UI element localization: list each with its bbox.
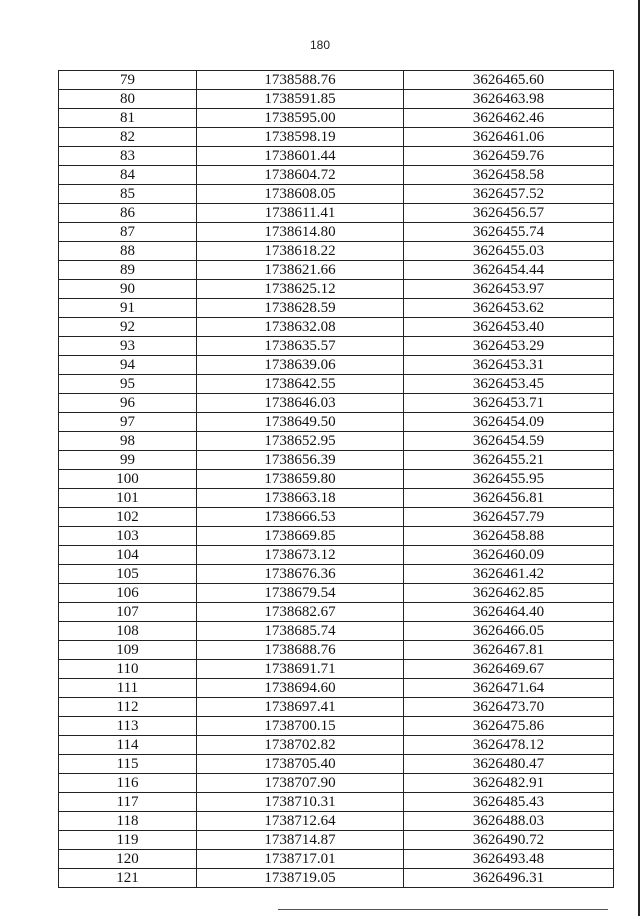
table-row <box>59 299 614 318</box>
x-coordinate-cell: 1738663.18 <box>197 489 404 508</box>
y-coordinate-cell: 3626453.29 <box>404 337 614 356</box>
y-coordinate-cell: 3626453.40 <box>404 318 614 337</box>
table-row <box>59 432 614 451</box>
y-coordinate-cell: 3626453.97 <box>404 280 614 299</box>
x-coordinate-cell: 1738601.44 <box>197 147 404 166</box>
point-number-cell: 105 <box>59 565 197 584</box>
y-coordinate-cell: 3626456.81 <box>404 489 614 508</box>
x-coordinate-cell: 1738673.12 <box>197 546 404 565</box>
point-number-cell: 80 <box>59 90 197 109</box>
x-coordinate-cell: 1738646.03 <box>197 394 404 413</box>
x-coordinate-cell: 1738707.90 <box>197 774 404 793</box>
table-row <box>59 204 614 223</box>
point-number-cell: 106 <box>59 584 197 603</box>
x-coordinate-cell: 1738717.01 <box>197 850 404 869</box>
table-row <box>59 128 614 147</box>
y-coordinate-cell: 3626463.98 <box>404 90 614 109</box>
x-coordinate-cell: 1738694.60 <box>197 679 404 698</box>
table-row <box>59 413 614 432</box>
x-coordinate-cell: 1738604.72 <box>197 166 404 185</box>
point-number-cell: 83 <box>59 147 197 166</box>
x-coordinate-cell: 1738705.40 <box>197 755 404 774</box>
x-coordinate-cell: 1738714.87 <box>197 831 404 850</box>
y-coordinate-cell: 3626453.45 <box>404 375 614 394</box>
table-row <box>59 527 614 546</box>
y-coordinate-cell: 3626455.21 <box>404 451 614 470</box>
x-coordinate-cell: 1738608.05 <box>197 185 404 204</box>
point-number-cell: 97 <box>59 413 197 432</box>
x-coordinate-cell: 1738685.74 <box>197 622 404 641</box>
table-row <box>59 356 614 375</box>
point-number-cell: 110 <box>59 660 197 679</box>
y-coordinate-cell: 3626488.03 <box>404 812 614 831</box>
y-coordinate-cell: 3626493.48 <box>404 850 614 869</box>
x-coordinate-cell: 1738676.36 <box>197 565 404 584</box>
point-number-cell: 91 <box>59 299 197 318</box>
x-coordinate-cell: 1738611.41 <box>197 204 404 223</box>
table-row <box>59 185 614 204</box>
point-number-cell: 104 <box>59 546 197 565</box>
table-row <box>59 641 614 660</box>
point-number-cell: 86 <box>59 204 197 223</box>
y-coordinate-cell: 3626462.46 <box>404 109 614 128</box>
y-coordinate-cell: 3626453.31 <box>404 356 614 375</box>
table-row <box>59 147 614 166</box>
y-coordinate-cell: 3626478.12 <box>404 736 614 755</box>
x-coordinate-cell: 1738700.15 <box>197 717 404 736</box>
point-number-cell: 100 <box>59 470 197 489</box>
y-coordinate-cell: 3626455.95 <box>404 470 614 489</box>
table-row <box>59 755 614 774</box>
point-number-cell: 88 <box>59 242 197 261</box>
y-coordinate-cell: 3626457.79 <box>404 508 614 527</box>
y-coordinate-cell: 3626467.81 <box>404 641 614 660</box>
y-coordinate-cell: 3626496.31 <box>404 869 614 888</box>
x-coordinate-cell: 1738621.66 <box>197 261 404 280</box>
y-coordinate-cell: 3626464.40 <box>404 603 614 622</box>
table-row <box>59 717 614 736</box>
point-number-cell: 84 <box>59 166 197 185</box>
table-row <box>59 869 614 888</box>
x-coordinate-cell: 1738697.41 <box>197 698 404 717</box>
table-row <box>59 109 614 128</box>
point-number-cell: 109 <box>59 641 197 660</box>
y-coordinate-cell: 3626453.71 <box>404 394 614 413</box>
point-number-cell: 89 <box>59 261 197 280</box>
point-number-cell: 116 <box>59 774 197 793</box>
point-number-cell: 85 <box>59 185 197 204</box>
table-row <box>59 698 614 717</box>
x-coordinate-cell: 1738669.85 <box>197 527 404 546</box>
point-number-cell: 81 <box>59 109 197 128</box>
table-row <box>59 565 614 584</box>
x-coordinate-cell: 1738702.82 <box>197 736 404 755</box>
x-coordinate-cell: 1738614.80 <box>197 223 404 242</box>
x-coordinate-cell: 1738656.39 <box>197 451 404 470</box>
x-coordinate-cell: 1738595.00 <box>197 109 404 128</box>
table-row <box>59 812 614 831</box>
x-coordinate-cell: 1738632.08 <box>197 318 404 337</box>
table-row <box>59 736 614 755</box>
point-number-cell: 92 <box>59 318 197 337</box>
y-coordinate-cell: 3626458.88 <box>404 527 614 546</box>
y-coordinate-cell: 3626469.67 <box>404 660 614 679</box>
y-coordinate-cell: 3626459.76 <box>404 147 614 166</box>
table-row <box>59 850 614 869</box>
point-number-cell: 102 <box>59 508 197 527</box>
y-coordinate-cell: 3626482.91 <box>404 774 614 793</box>
x-coordinate-cell: 1738710.31 <box>197 793 404 812</box>
y-coordinate-cell: 3626455.74 <box>404 223 614 242</box>
point-number-cell: 112 <box>59 698 197 717</box>
table-row <box>59 470 614 489</box>
point-number-cell: 117 <box>59 793 197 812</box>
y-coordinate-cell: 3626460.09 <box>404 546 614 565</box>
point-number-cell: 82 <box>59 128 197 147</box>
table-row <box>59 451 614 470</box>
point-number-cell: 98 <box>59 432 197 451</box>
point-number-cell: 119 <box>59 831 197 850</box>
table-row <box>59 603 614 622</box>
point-number-cell: 108 <box>59 622 197 641</box>
y-coordinate-cell: 3626485.43 <box>404 793 614 812</box>
x-coordinate-cell: 1738628.59 <box>197 299 404 318</box>
point-number-cell: 95 <box>59 375 197 394</box>
point-number-cell: 90 <box>59 280 197 299</box>
x-coordinate-cell: 1738591.85 <box>197 90 404 109</box>
table-row <box>59 831 614 850</box>
y-coordinate-cell: 3626457.52 <box>404 185 614 204</box>
x-coordinate-cell: 1738691.71 <box>197 660 404 679</box>
table-row <box>59 375 614 394</box>
x-coordinate-cell: 1738588.76 <box>197 71 404 90</box>
y-coordinate-cell: 3626490.72 <box>404 831 614 850</box>
point-number-cell: 120 <box>59 850 197 869</box>
x-coordinate-cell: 1738679.54 <box>197 584 404 603</box>
point-number-cell: 121 <box>59 869 197 888</box>
y-coordinate-cell: 3626454.09 <box>404 413 614 432</box>
point-number-cell: 96 <box>59 394 197 413</box>
y-coordinate-cell: 3626456.57 <box>404 204 614 223</box>
x-coordinate-cell: 1738625.12 <box>197 280 404 299</box>
y-coordinate-cell: 3626454.59 <box>404 432 614 451</box>
table-row <box>59 394 614 413</box>
x-coordinate-cell: 1738598.19 <box>197 128 404 147</box>
table-row <box>59 679 614 698</box>
point-number-cell: 107 <box>59 603 197 622</box>
point-number-cell: 103 <box>59 527 197 546</box>
x-coordinate-cell: 1738659.80 <box>197 470 404 489</box>
table-row <box>59 71 614 90</box>
y-coordinate-cell: 3626473.70 <box>404 698 614 717</box>
x-coordinate-cell: 1738649.50 <box>197 413 404 432</box>
table-row <box>59 489 614 508</box>
coordinates-table <box>58 70 614 888</box>
y-coordinate-cell: 3626480.47 <box>404 755 614 774</box>
table-row <box>59 90 614 109</box>
y-coordinate-cell: 3626465.60 <box>404 71 614 90</box>
table-row <box>59 660 614 679</box>
point-number-cell: 114 <box>59 736 197 755</box>
table-row <box>59 223 614 242</box>
point-number-cell: 101 <box>59 489 197 508</box>
y-coordinate-cell: 3626466.05 <box>404 622 614 641</box>
x-coordinate-cell: 1738635.57 <box>197 337 404 356</box>
table-row <box>59 166 614 185</box>
x-coordinate-cell: 1738712.64 <box>197 812 404 831</box>
table-row <box>59 318 614 337</box>
y-coordinate-cell: 3626454.44 <box>404 261 614 280</box>
point-number-cell: 99 <box>59 451 197 470</box>
table-row <box>59 622 614 641</box>
point-number-cell: 94 <box>59 356 197 375</box>
y-coordinate-cell: 3626471.64 <box>404 679 614 698</box>
x-coordinate-cell: 1738682.67 <box>197 603 404 622</box>
point-number-cell: 113 <box>59 717 197 736</box>
table-row <box>59 261 614 280</box>
table-row <box>59 508 614 527</box>
table-row <box>59 280 614 299</box>
point-number-cell: 115 <box>59 755 197 774</box>
table-row <box>59 337 614 356</box>
table-row <box>59 793 614 812</box>
x-coordinate-cell: 1738652.95 <box>197 432 404 451</box>
table-row <box>59 546 614 565</box>
page-number: 180 <box>309 38 331 52</box>
y-coordinate-cell: 3626458.58 <box>404 166 614 185</box>
x-coordinate-cell: 1738642.55 <box>197 375 404 394</box>
point-number-cell: 93 <box>59 337 197 356</box>
y-coordinate-cell: 3626462.85 <box>404 584 614 603</box>
table-row <box>59 242 614 261</box>
table-row <box>59 584 614 603</box>
x-coordinate-cell: 1738618.22 <box>197 242 404 261</box>
point-number-cell: 87 <box>59 223 197 242</box>
x-coordinate-cell: 1738666.53 <box>197 508 404 527</box>
footer-rule <box>278 909 608 910</box>
x-coordinate-cell: 1738688.76 <box>197 641 404 660</box>
point-number-cell: 118 <box>59 812 197 831</box>
y-coordinate-cell: 3626461.06 <box>404 128 614 147</box>
y-coordinate-cell: 3626453.62 <box>404 299 614 318</box>
table-row <box>59 774 614 793</box>
y-coordinate-cell: 3626461.42 <box>404 565 614 584</box>
point-number-cell: 111 <box>59 679 197 698</box>
coordinates-table-body <box>59 71 614 888</box>
point-number-cell: 79 <box>59 71 197 90</box>
x-coordinate-cell: 1738639.06 <box>197 356 404 375</box>
y-coordinate-cell: 3626455.03 <box>404 242 614 261</box>
y-coordinate-cell: 3626475.86 <box>404 717 614 736</box>
x-coordinate-cell: 1738719.05 <box>197 869 404 888</box>
